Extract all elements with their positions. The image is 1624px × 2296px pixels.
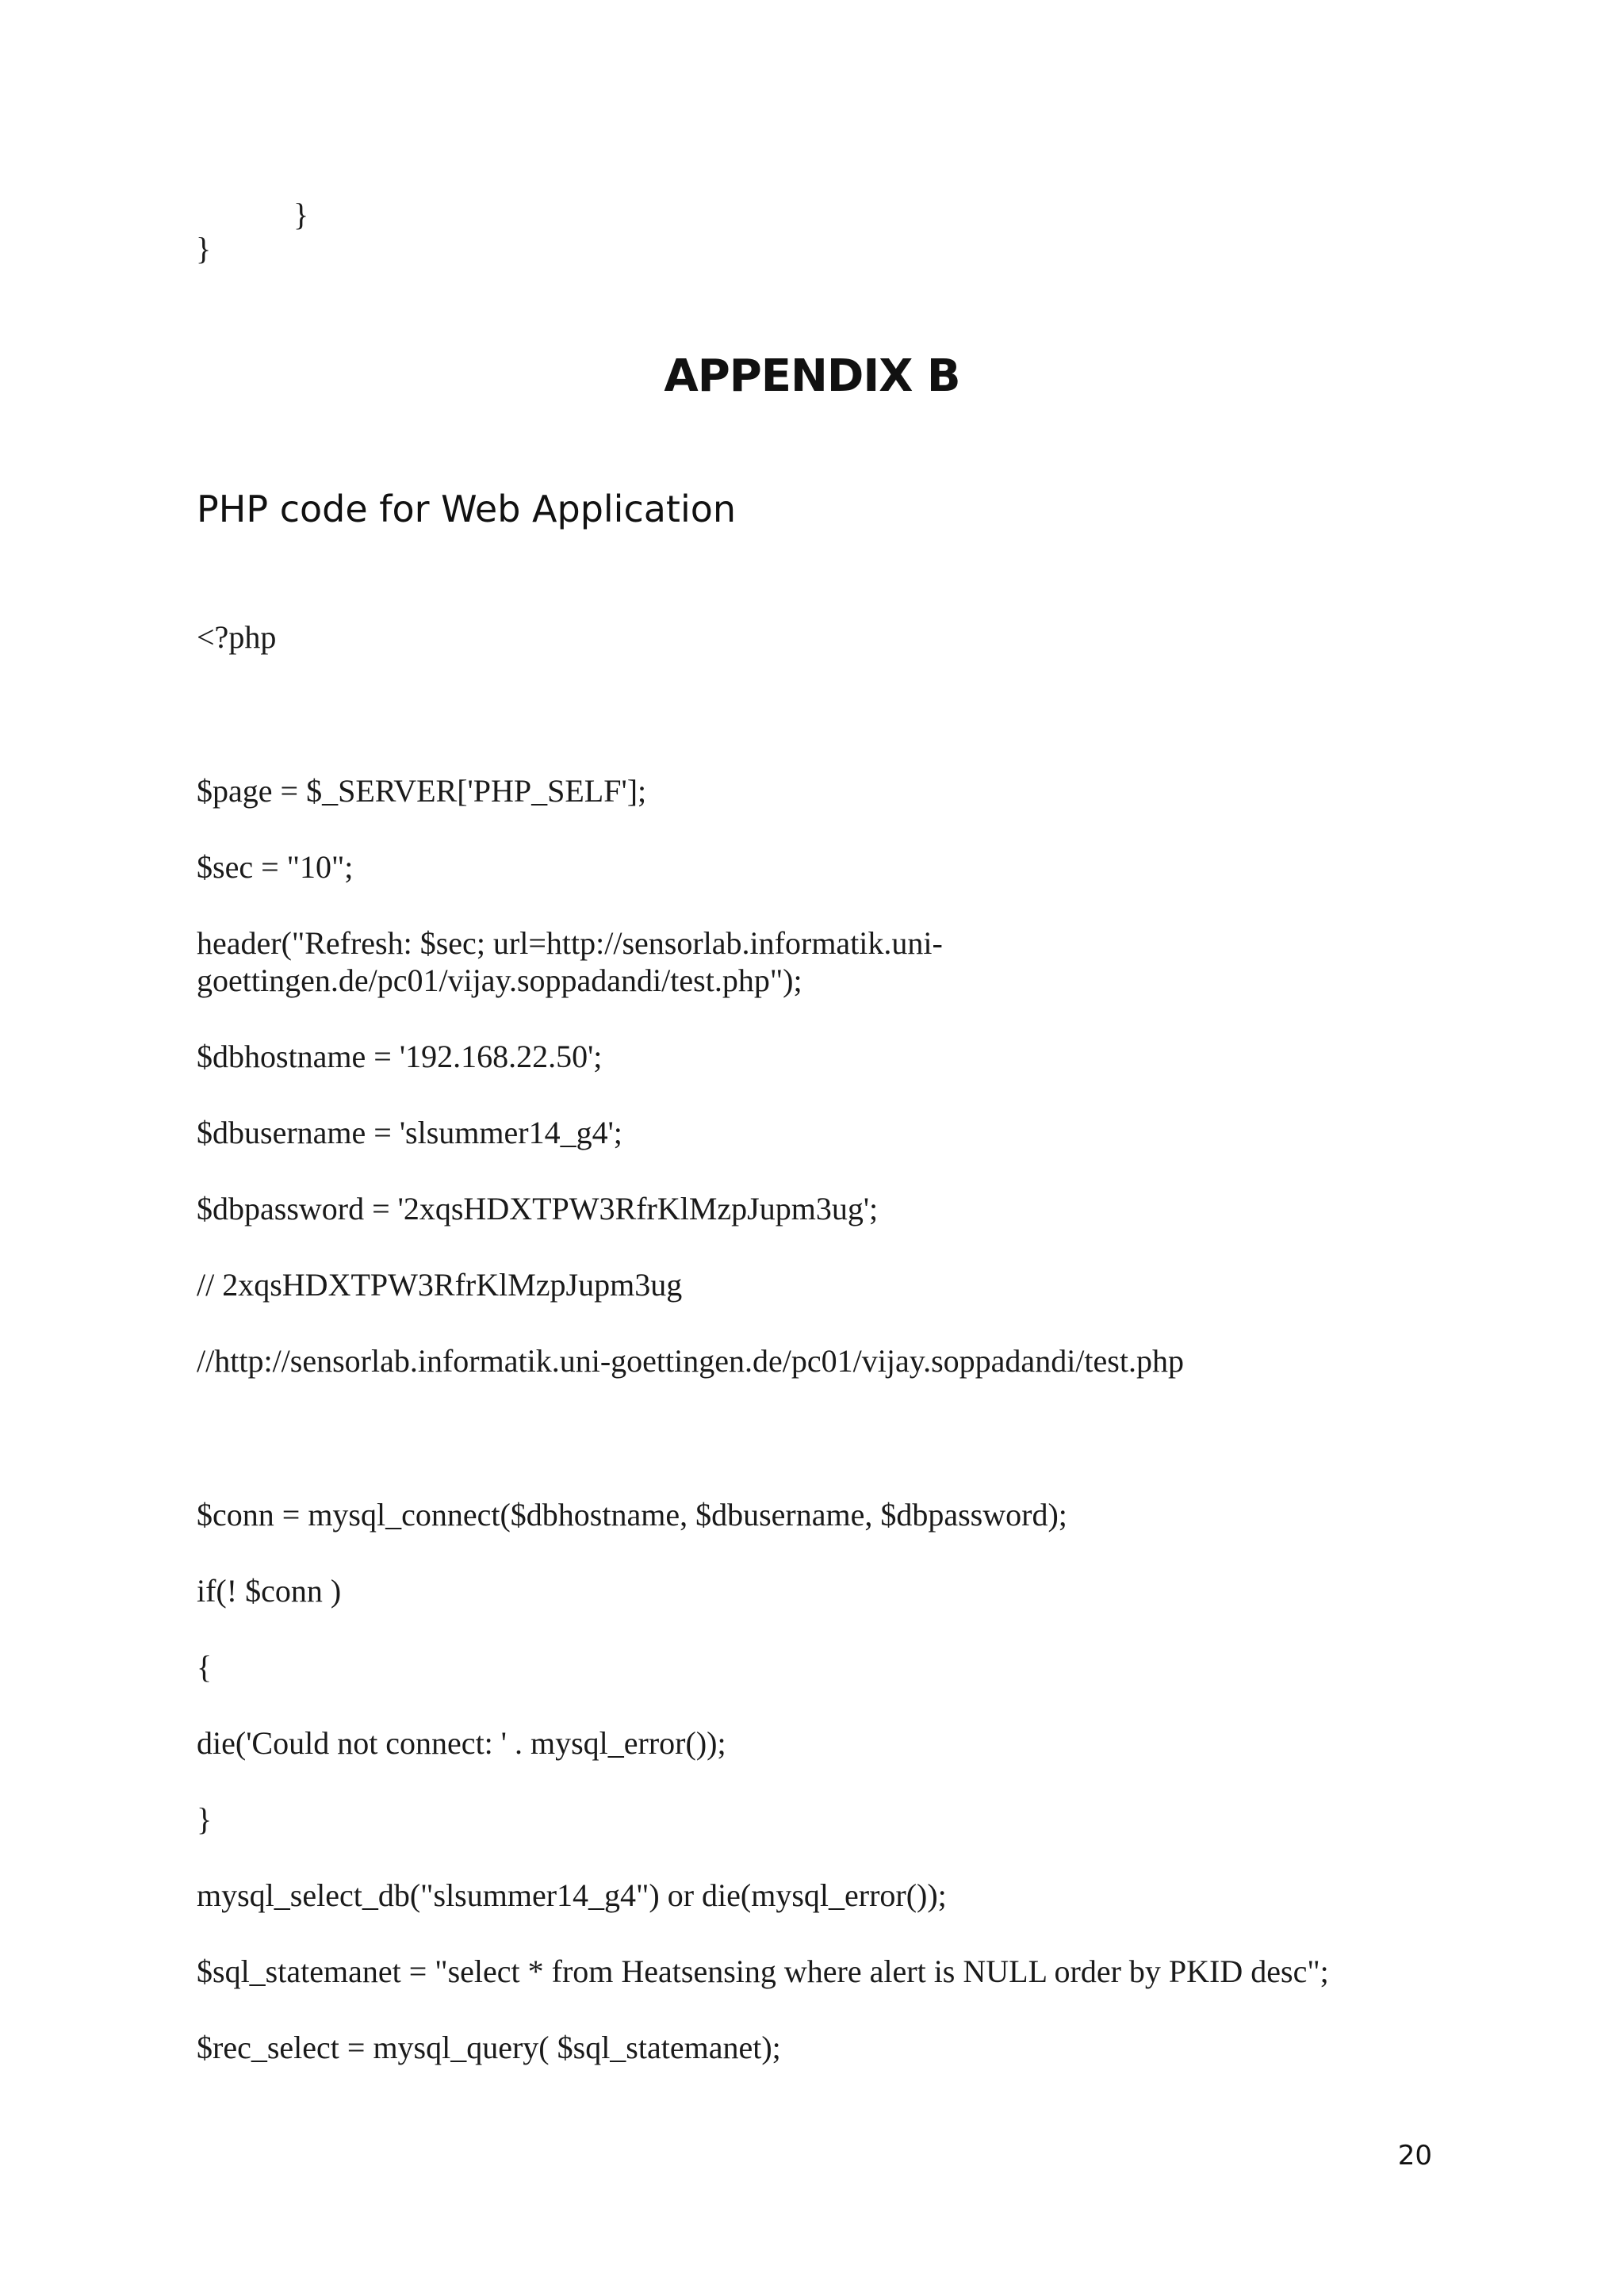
code-line: <?php	[197, 619, 277, 655]
closing-brace-outer: }	[196, 231, 212, 266]
code-line: header("Refresh: $sec; url=http://sensorlab.informatik.uni-	[197, 925, 943, 961]
code-comment: //http://sensorlab.informatik.uni-goettingen.de/pc01/vijay.soppadandi/test.php	[197, 1343, 1184, 1379]
code-line: goettingen.de/pc01/vijay.soppadandi/test.php");	[197, 962, 802, 998]
code-line: mysql_select_db("slsummer14_g4") or die(mysql_error());	[197, 1877, 947, 1913]
code-line: }	[197, 1801, 213, 1837]
code-line: $sql_statemanet = "select * from Heatsensing where alert is NULL order by PKID desc";	[197, 1954, 1329, 1989]
appendix-title: APPENDIX B	[664, 350, 960, 402]
code-line: $dbpassword = '2xqsHDXTPW3RfrKlMzpJupm3ug';	[197, 1191, 879, 1226]
page-number: 20	[1397, 2140, 1432, 2172]
code-line: $rec_select = mysql_query( $sql_statemanet);	[197, 2030, 781, 2065]
code-line: $conn = mysql_connect($dbhostname, $dbusername, $dbpassword);	[197, 1497, 1067, 1533]
code-line: die('Could not connect: ' . mysql_error());	[197, 1725, 726, 1761]
code-line: $sec = "10";	[197, 849, 354, 885]
section-heading: PHP code for Web Application	[197, 488, 737, 530]
code-line: {	[197, 1649, 213, 1685]
code-comment: // 2xqsHDXTPW3RfrKlMzpJupm3ug	[197, 1267, 683, 1303]
code-line: $dbhostname = '192.168.22.50';	[197, 1039, 603, 1074]
code-line: if(! $conn )	[197, 1573, 342, 1609]
code-line: $dbusername = 'slsummer14_g4';	[197, 1115, 622, 1150]
closing-brace-inner: }	[293, 197, 309, 232]
code-line: $page = $_SERVER['PHP_SELF'];	[197, 773, 647, 809]
